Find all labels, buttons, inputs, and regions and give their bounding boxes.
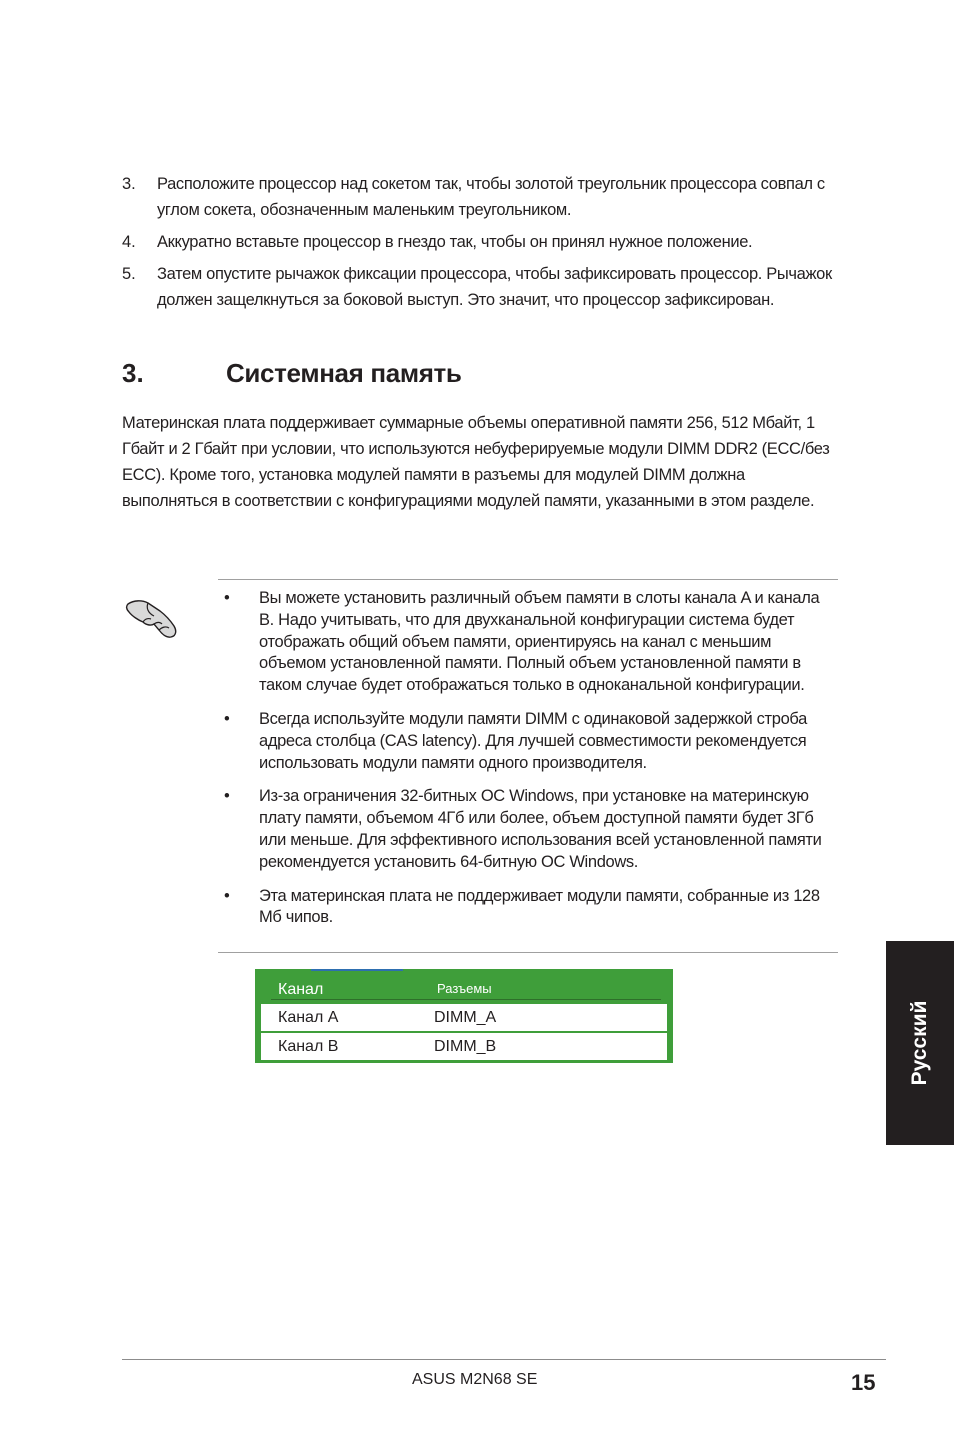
memory-slot-table — [255, 969, 673, 1063]
table-row — [261, 1004, 667, 1031]
section-heading — [122, 358, 462, 389]
cell-channel: Канал B — [278, 1038, 339, 1055]
step-text: Аккуратно вставьте процессор в гнездо так, чтобы он принял нужное положение. — [157, 233, 753, 251]
note-text: Всегда используйте модули памяти DIMM с одинаковой задержкой строба адреса столбца (CAS latency). Для лучшей совместимости рекомендуется использовать модули памяти одного производителя. — [259, 709, 807, 772]
footer-model: ASUS M2N68 SE — [412, 1371, 538, 1388]
step-number: 3. — [122, 175, 136, 193]
note-item — [224, 709, 838, 774]
note-item — [224, 786, 838, 873]
step-number: 5. — [122, 265, 136, 283]
note-text: Вы можете установить различный объем памяти в слоты канала A и канала B. Надо учитывать, что для двухканальной конфигурации система будет отображать общий объем памяти, ориентируясь на канал с меньшим объемом установленной памяти. Полный объем установленной памяти в таком случае будет отображаться только в одноканальной конфигурации. — [259, 589, 820, 695]
step-text: Расположите процессор над сокетом так, чтобы золотой треугольник процессора совпал с углом сокета, обозначенным маленьким треугольником. — [157, 175, 825, 219]
language-label: Русский — [908, 1000, 931, 1086]
table-header — [255, 969, 673, 1003]
section-intro: Материнская плата поддерживает суммарные объемы оперативной памяти 256, 512 Мбайт, 1 Гбайт и 2 Гбайт при условии, что используются небуферируемые модули DIMM DDR2 (ECC/без ECC). Кроме того, установка модулей памяти в разъемы для модулей DIMM должна выполняться в соответствии с конфигурациями модулей памяти, указанными в этом разделе. — [122, 414, 830, 510]
cell-slot: DIMM_A — [434, 1009, 497, 1026]
bullet: • — [224, 589, 230, 607]
step-number: 4. — [122, 233, 136, 251]
section-number: 3. — [122, 358, 144, 388]
language-side-tab — [886, 941, 954, 1145]
note-item — [224, 588, 838, 697]
cell-slot: DIMM_B — [434, 1038, 497, 1055]
step-item — [122, 229, 842, 255]
note-item — [224, 886, 838, 930]
bullet: • — [224, 787, 230, 806]
footer-divider — [122, 1359, 886, 1360]
note-hand-icon — [124, 594, 182, 640]
note-text: Эта материнская плата не поддерживает модули памяти, собранные из 128 Мб чипов. — [259, 886, 820, 927]
step-item — [122, 171, 842, 223]
installation-steps — [122, 171, 842, 319]
step-text: Затем опустите рычажок фиксации процессора, чтобы зафиксировать процессор. Рычажок должен защелкнуться за боковой выступ. Это значит, что процессор зафиксирован. — [157, 265, 832, 309]
note-list — [224, 588, 838, 941]
page-number: 15 — [851, 1370, 876, 1395]
section-title: Системная память — [226, 358, 462, 388]
header-channel: Канал — [278, 981, 324, 998]
header-accent-line — [311, 969, 403, 971]
cell-channel: Канал A — [278, 1009, 339, 1026]
header-divider — [271, 999, 661, 1000]
header-slots: Разъемы — [437, 981, 492, 996]
bullet: • — [224, 886, 230, 905]
step-item — [122, 261, 842, 313]
bullet: • — [224, 709, 230, 728]
table-row — [261, 1033, 667, 1060]
note-text: Из-за ограничения 32-битных ОС Windows, при установке на материнскую плату памяти, объемом 4Гб или более, объем доступной памяти будет 3Гб или меньше. Для эффективного использования всей установленной памяти рекомендуется установить 64-битную ОС Windows. — [259, 787, 822, 871]
